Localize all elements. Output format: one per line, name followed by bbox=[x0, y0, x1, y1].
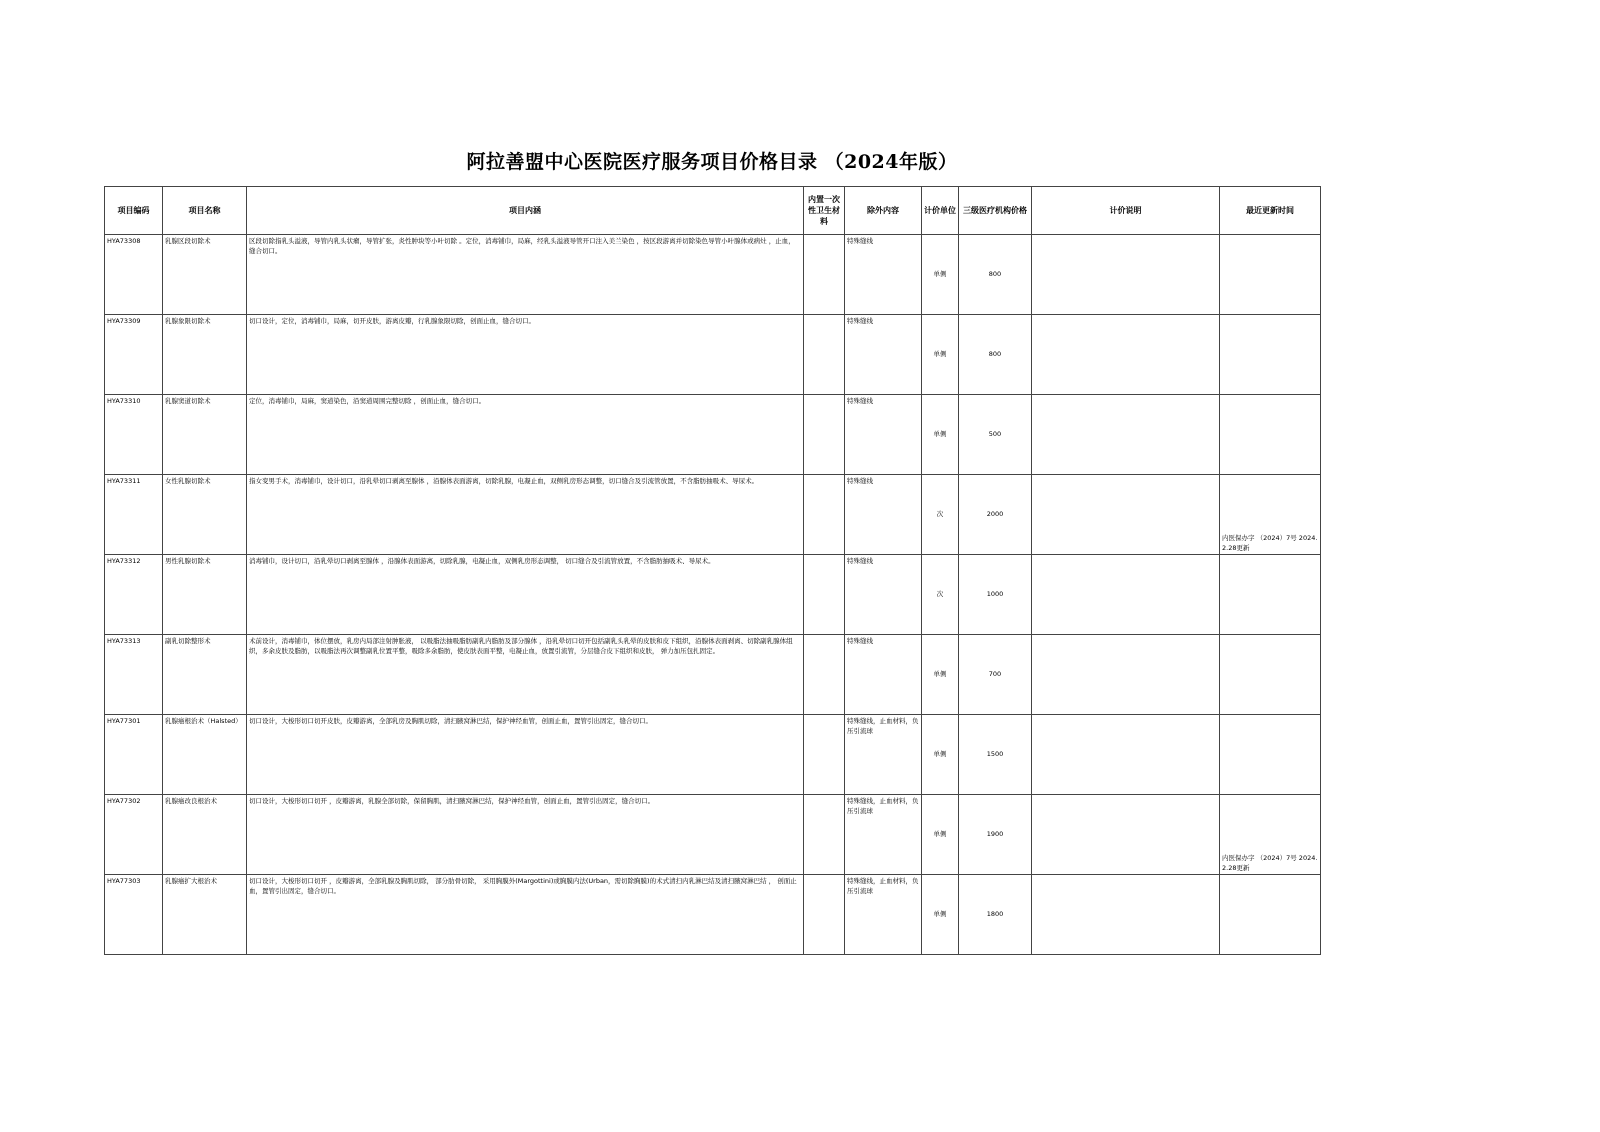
cell-excluded: 特殊缝线 bbox=[845, 395, 922, 475]
header-content: 项目内涵 bbox=[247, 187, 804, 235]
header-material: 内置一次性卫生材料 bbox=[804, 187, 845, 235]
cell-price: 1500 bbox=[959, 715, 1032, 795]
header-excluded: 除外内容 bbox=[845, 187, 922, 235]
cell-name: 乳腺癌改良根治术 bbox=[163, 795, 247, 875]
cell-price: 800 bbox=[959, 235, 1032, 315]
cell-price: 1800 bbox=[959, 875, 1032, 955]
cell-note bbox=[1032, 555, 1220, 635]
cell-note bbox=[1032, 715, 1220, 795]
cell-name: 乳腺区段切除术 bbox=[163, 235, 247, 315]
cell-name: 副乳切除整形术 bbox=[163, 635, 247, 715]
cell-content: 切口设计，大梭形切口切开皮肤，皮瓣游离，全部乳房及胸肌切除，清扫腋窝淋巴结，保护神经血管，创面止血，置管引出固定，缝合切口。 bbox=[247, 715, 804, 795]
price-table bbox=[104, 186, 1321, 955]
table-row bbox=[105, 395, 1321, 475]
cell-price: 1900 bbox=[959, 795, 1032, 875]
cell-note bbox=[1032, 475, 1220, 555]
cell-note bbox=[1032, 395, 1220, 475]
cell-material bbox=[804, 875, 845, 955]
table-row bbox=[105, 475, 1321, 555]
cell-material bbox=[804, 315, 845, 395]
table-row bbox=[105, 235, 1321, 315]
cell-updated: 内医保办字 （2024）7号 2024.2.28更新 bbox=[1220, 475, 1321, 555]
cell-excluded: 特殊缝线 bbox=[845, 235, 922, 315]
cell-material bbox=[804, 795, 845, 875]
cell-note bbox=[1032, 875, 1220, 955]
cell-updated bbox=[1220, 635, 1321, 715]
cell-unit: 单侧 bbox=[922, 875, 959, 955]
cell-updated bbox=[1220, 315, 1321, 395]
cell-price: 700 bbox=[959, 635, 1032, 715]
cell-content: 指女变男手术，消毒铺巾，设计切口，沿乳晕切口剥离至腺体 ，沿腺体表面游离，切除乳腺，电凝止血，双侧乳房形态调整，切口缝合及引流管放置，不含脂肪抽吸术、导尿术。 bbox=[247, 475, 804, 555]
cell-name: 乳腺窦道切除术 bbox=[163, 395, 247, 475]
cell-excluded: 特殊缝线，止血材料，负压引流球 bbox=[845, 715, 922, 795]
cell-code: HYA73312 bbox=[105, 555, 163, 635]
cell-code: HYA77302 bbox=[105, 795, 163, 875]
cell-excluded: 特殊缝线，止血材料，负压引流球 bbox=[845, 875, 922, 955]
cell-note bbox=[1032, 635, 1220, 715]
cell-unit: 单侧 bbox=[922, 795, 959, 875]
cell-unit: 次 bbox=[922, 475, 959, 555]
cell-code: HYA77301 bbox=[105, 715, 163, 795]
cell-price: 2000 bbox=[959, 475, 1032, 555]
header-note: 计价说明 bbox=[1032, 187, 1220, 235]
cell-updated bbox=[1220, 715, 1321, 795]
cell-unit: 次 bbox=[922, 555, 959, 635]
cell-unit: 单侧 bbox=[922, 715, 959, 795]
cell-unit: 单侧 bbox=[922, 235, 959, 315]
cell-updated bbox=[1220, 875, 1321, 955]
table-row bbox=[105, 875, 1321, 955]
cell-content: 切口设计，定位，消毒铺巾，局麻，切开皮肤，游离皮瓣，行乳腺象限切除，创面止血，缝合切口。 bbox=[247, 315, 804, 395]
cell-material bbox=[804, 475, 845, 555]
cell-name: 乳腺癌根治术（Halsted） bbox=[163, 715, 247, 795]
cell-material bbox=[804, 395, 845, 475]
cell-price: 500 bbox=[959, 395, 1032, 475]
cell-code: HYA73313 bbox=[105, 635, 163, 715]
cell-code: HYA73309 bbox=[105, 315, 163, 395]
cell-excluded: 特殊缝线 bbox=[845, 555, 922, 635]
cell-unit: 单侧 bbox=[922, 635, 959, 715]
table-row bbox=[105, 555, 1321, 635]
cell-updated bbox=[1220, 395, 1321, 475]
cell-updated bbox=[1220, 235, 1321, 315]
table-header-row bbox=[105, 187, 1321, 235]
cell-code: HYA77303 bbox=[105, 875, 163, 955]
cell-code: HYA73308 bbox=[105, 235, 163, 315]
cell-code: HYA73310 bbox=[105, 395, 163, 475]
table-row bbox=[105, 635, 1321, 715]
cell-price: 1000 bbox=[959, 555, 1032, 635]
cell-content: 切口设计，大梭形切口切开 ，皮瓣游离，全部乳腺及胸肌切除， 部分肋骨切除， 采用胸膜外(Margottini)或胸膜内法(Urban，需切除胸膜)的术式清扫内乳淋巴结及清扫腋窝淋巴结 ， 创面止血，置管引出固定，缝合切口。 bbox=[247, 875, 804, 955]
cell-updated: 内医保办字 （2024）7号 2024.2.28更新 bbox=[1220, 795, 1321, 875]
cell-excluded: 特殊缝线，止血材料，负压引流球 bbox=[845, 795, 922, 875]
cell-content: 术前设计，消毒铺巾，体位摆放，乳房内局部注射肿胀液， 以吸脂法抽吸脂肪副乳内脂肪及部分腺体 ，沿乳晕切口切开包括副乳头乳晕的皮肤和皮下组织，沿腺体表面剥离、切除副乳腺体组织，多余皮肤及脂肪，以吸脂法再次调整副乳位置平整，吸除多余脂肪，使皮肤表面平整，电凝止血，放置引流管，分层缝合皮下组织和皮肤， 弹力加压包扎固定。 bbox=[247, 635, 804, 715]
cell-unit: 单侧 bbox=[922, 395, 959, 475]
header-price: 三级医疗机构价格 bbox=[959, 187, 1032, 235]
cell-note bbox=[1032, 315, 1220, 395]
cell-material bbox=[804, 555, 845, 635]
cell-material bbox=[804, 235, 845, 315]
cell-updated bbox=[1220, 555, 1321, 635]
cell-content: 定位，消毒铺巾，局麻，窦道染色，沿窦道周围完整切除 ，创面止血，缝合切口。 bbox=[247, 395, 804, 475]
cell-excluded: 特殊缝线 bbox=[845, 475, 922, 555]
table-row bbox=[105, 795, 1321, 875]
cell-name: 女性乳腺切除术 bbox=[163, 475, 247, 555]
cell-content: 区段切除指乳头溢液，导管内乳头状瘤，导管扩张，炎性肿块等小叶切除 。定位，消毒铺巾，局麻，经乳头溢液导管开口注入美兰染色 ，按区段游离并切除染色导管小叶腺体或病灶 ，止血，缝合切口。 bbox=[247, 235, 804, 315]
table-row bbox=[105, 315, 1321, 395]
header-updated: 最近更新时间 bbox=[1220, 187, 1321, 235]
cell-content: 消毒铺巾，设计切口，沿乳晕切口剥离至腺体 ，沿腺体表面游离，切除乳腺，电凝止血，双侧乳房形态调整， 切口缝合及引流管放置，不含脂肪抽吸术、导尿术。 bbox=[247, 555, 804, 635]
cell-unit: 单侧 bbox=[922, 315, 959, 395]
table-row bbox=[105, 715, 1321, 795]
cell-note bbox=[1032, 795, 1220, 875]
header-unit: 计价单位 bbox=[922, 187, 959, 235]
header-name: 项目名称 bbox=[163, 187, 247, 235]
cell-name: 男性乳腺切除术 bbox=[163, 555, 247, 635]
cell-material bbox=[804, 635, 845, 715]
cell-code: HYA73311 bbox=[105, 475, 163, 555]
page-title: 阿拉善盟中心医院医疗服务项目价格目录 （2024年版） bbox=[466, 151, 958, 173]
cell-excluded: 特殊缝线 bbox=[845, 635, 922, 715]
cell-note bbox=[1032, 235, 1220, 315]
header-code: 项目编码 bbox=[105, 187, 163, 235]
cell-excluded: 特殊缝线 bbox=[845, 315, 922, 395]
cell-name: 乳腺癌扩大根治术 bbox=[163, 875, 247, 955]
cell-content: 切口设计，大梭形切口切开 ，皮瓣游离，乳腺全部切除，保留胸肌，清扫腋窝淋巴结，保护神经血管，创面止血，置管引出固定，缝合切口。 bbox=[247, 795, 804, 875]
cell-material bbox=[804, 715, 845, 795]
cell-name: 乳腺象限切除术 bbox=[163, 315, 247, 395]
cell-price: 800 bbox=[959, 315, 1032, 395]
